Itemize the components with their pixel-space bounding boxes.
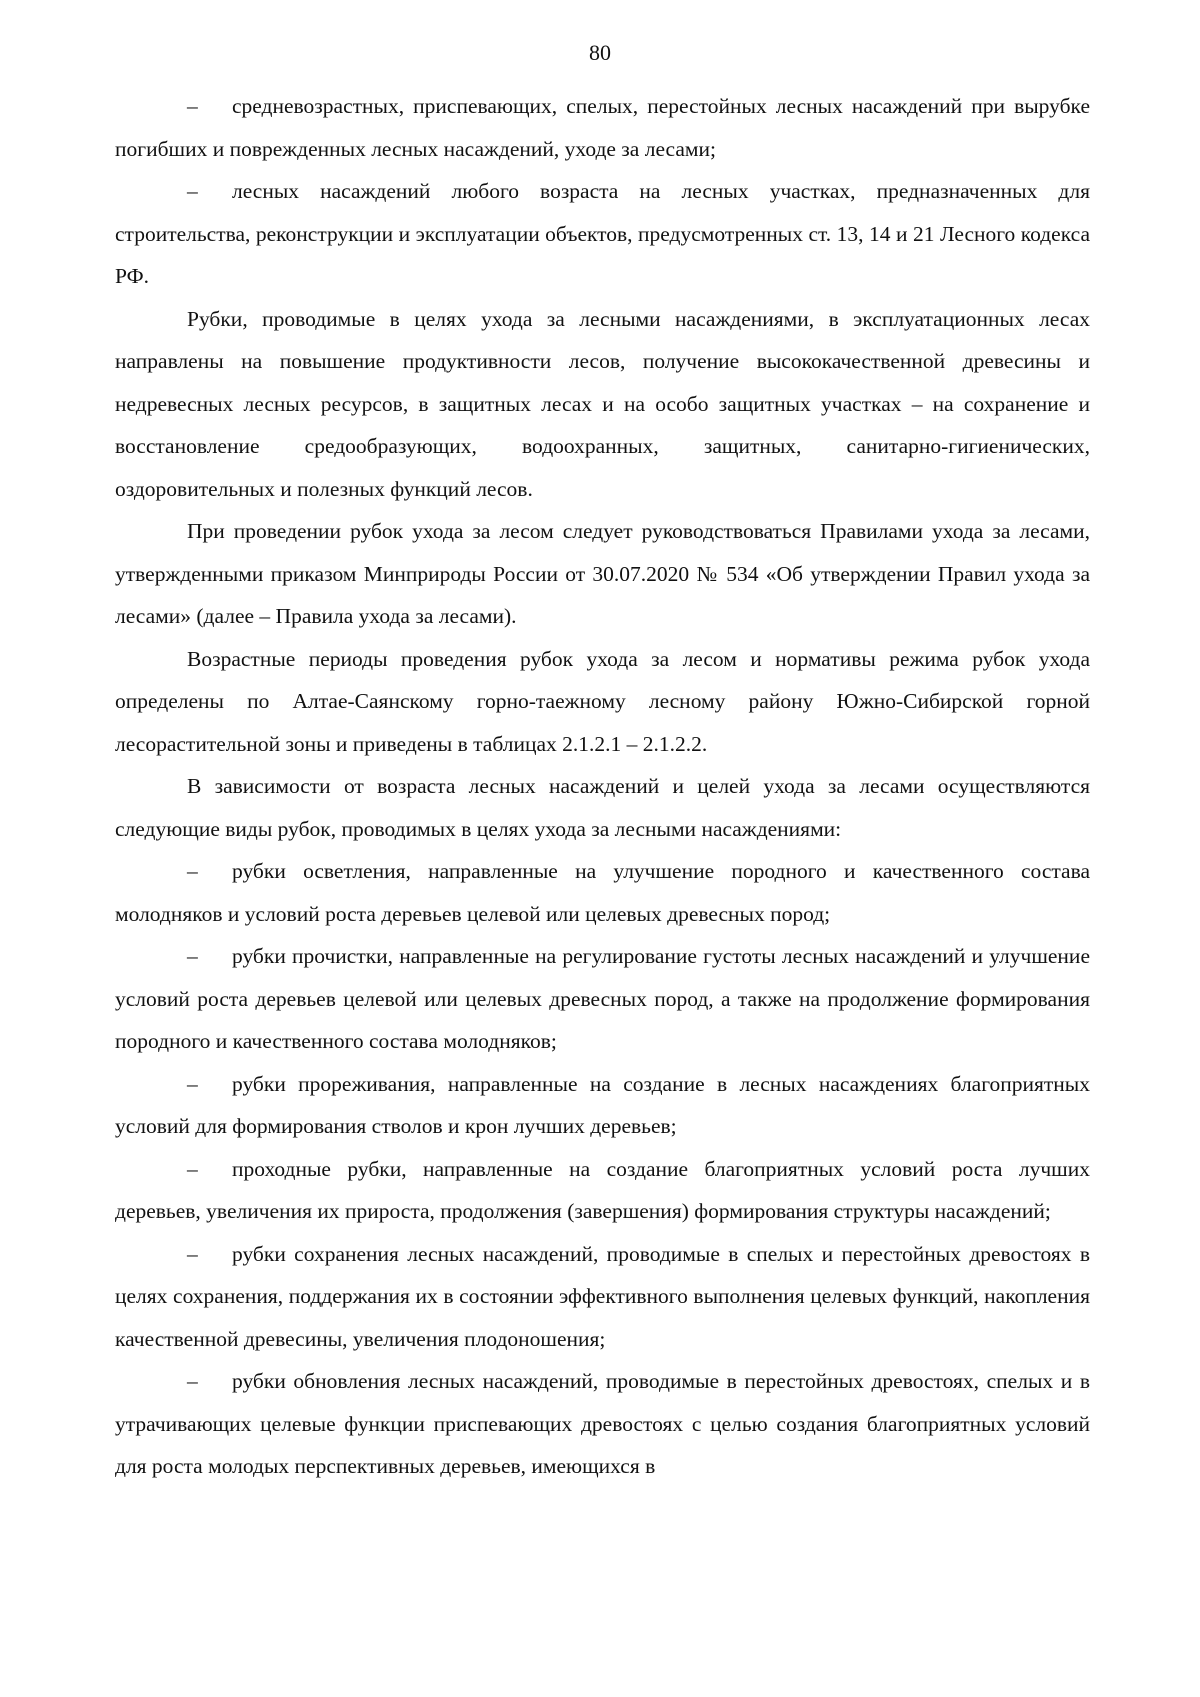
bullet-paragraph bbox=[115, 1360, 1090, 1488]
dash-marker: – bbox=[187, 1071, 198, 1096]
paragraph-text: лесных насаждений любого возраста на лесных участках, предназначенных для строительства, реконструкции и эксплуатации объектов, предусмотренных ст. 13, 14 и 21 Лесного кодекса РФ. bbox=[115, 179, 1090, 288]
bullet-paragraph bbox=[115, 85, 1090, 170]
page-number: 80 bbox=[589, 40, 611, 65]
dash-marker: – bbox=[187, 94, 198, 118]
dash-marker: – bbox=[187, 179, 198, 203]
paragraph-text: проходные рубки, направленные на создание благоприятных условий роста лучших деревьев, увеличения их прироста, продолжения (завершения) формирования структуры насаждений; bbox=[115, 1156, 1090, 1223]
paragraph-text: рубки прореживания, направленные на создание в лесных насаждениях благоприятных условий для формирования стволов и крон лучших деревьев; bbox=[115, 1071, 1090, 1138]
paragraph-text: рубки осветления, направленные на улучшение породного и качественного состава молодняков и условий роста деревьев целевой или целевых древесных пород; bbox=[115, 859, 1090, 926]
paragraph-text: средневозрастных, приспевающих, спелых, перестойных лесных насаждений при вырубке погибших и поврежденных лесных насаждений, уходе за лесами; bbox=[115, 94, 1090, 161]
paragraph-text: рубки сохранения лесных насаждений, проводимые в спелых и перестойных древостоях в целях сохранения, поддержания их в состоянии эффективного выполнения целевых функций, накопления качественной древесины, увеличения плодоношения; bbox=[115, 1241, 1090, 1351]
dash-marker: – bbox=[187, 1156, 198, 1181]
bullet-paragraph bbox=[115, 1148, 1090, 1233]
dash-marker: – bbox=[187, 1369, 198, 1393]
document-body bbox=[115, 85, 1090, 1488]
body-paragraph: Возрастные периоды проведения рубок ухода за лесом и нормативы режима рубок ухода определены по Алтае-Саянскому горно-таежному лесному району Южно-Сибирской горной лесорастительной зоны и приведены в таблицах 2.1.2.1 – 2.1.2.2. bbox=[115, 646, 1090, 756]
dash-marker: – bbox=[187, 859, 198, 883]
body-paragraph: В зависимости от возраста лесных насаждений и целей ухода за лесами осуществляются следующие виды рубок, проводимых в целях ухода за лесными насаждениями: bbox=[115, 774, 1090, 841]
bullet-paragraph bbox=[115, 935, 1090, 1063]
body-paragraph: Рубки, проводимые в целях ухода за лесными насаждениями, в эксплуатационных лесах направлены на повышение продуктивности лесов, получение высококачественной древесины и недревесных лесных ресурсов, в защитных лесах и на особо защитных участках – на сохранение и восстановление средообразующих, водоохранных, защитных, санитарно-гигиенических, оздоровительных и полезных функций лесов. bbox=[115, 306, 1090, 501]
bullet-paragraph bbox=[115, 1233, 1090, 1361]
dash-marker: – bbox=[187, 1241, 198, 1266]
bullet-paragraph bbox=[115, 850, 1090, 935]
body-paragraph: При проведении рубок ухода за лесом следует руководствоваться Правилами ухода за лесами, утвержденными приказом Минприроды России от 30.07.2020 № 534 «Об утверждении Правил ухода за лесами» (далее – Правила ухода за лесами). bbox=[115, 519, 1090, 628]
dash-marker: – bbox=[187, 944, 198, 968]
paragraph-text: рубки прочистки, направленные на регулирование густоты лесных насаждений и улучшение условий роста деревьев целевой или целевых древесных пород, а также на продолжение формирования породного и качественного состава молодняков; bbox=[115, 944, 1090, 1053]
bullet-paragraph bbox=[115, 1063, 1090, 1148]
paragraph-text: рубки обновления лесных насаждений, проводимые в перестойных древостоях, спелых и в утрачивающих целевые функции приспевающих древостоях с целью создания благоприятных условий для роста молодых перспективных деревьев, имеющихся в bbox=[115, 1369, 1090, 1478]
bullet-paragraph bbox=[115, 170, 1090, 298]
